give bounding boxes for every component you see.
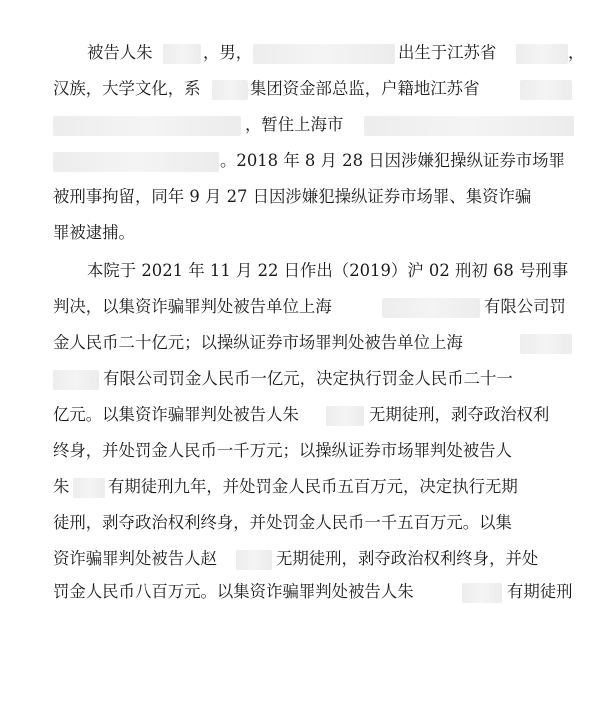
text-segment: 无期徒刑，剥夺政治权利 [369,405,550,424]
paragraph-2-line-8 [0,510,600,536]
paragraph-2-line-6 [0,438,600,464]
redaction-block [53,152,219,172]
redaction-block [73,478,105,498]
text-segment: 判决，以集资诈骗罪判处被告单位上海 [53,297,332,316]
paragraph-2-line-4 [0,366,600,392]
text-segment: 集团资金部总监，户籍地江苏省 [250,79,480,98]
paragraph-1-line-3 [0,112,600,138]
redaction-block [53,370,99,390]
text-segment: 金人民币二十亿元；以操纵证券市场罪判处被告单位上海 [53,333,463,352]
text-segment: 终身，并处罚金人民币一千万元；以操纵证券市场罪判处被告人 [53,441,512,460]
redaction-block [520,80,572,100]
text-segment: 徒刑，剥夺政治权利终身，并处罚金人民币一千五百万元。以集 [53,513,512,532]
text-segment: 有期徒刑 [507,582,573,601]
text-segment: ， [568,43,585,62]
text-segment: ，男， [203,43,253,62]
text-segment: 有期徒刑九年，并处罚金人民币五百万元，决定执行无期 [108,477,518,496]
text-segment: 有限公司罚 [484,297,566,316]
text-segment: 罚金人民币八百万元。以集资诈骗罪判处被告人朱 [53,582,414,601]
text-segment: 出生于江苏省 [398,43,497,62]
text-segment: 被刑事拘留，同年 9 月 27 日因涉嫌犯操纵证券市场罪、集资诈骗 [53,187,532,206]
paragraph-2-line-7 [0,474,600,500]
text-segment: 资诈骗罪判处被告人赵 [53,549,217,568]
redaction-block [364,116,574,136]
redaction-block [236,550,272,570]
paragraph-2-line-9 [0,546,600,572]
text-segment: ，暂住上海市 [245,115,344,134]
paragraph-2-line-10 [0,579,600,605]
redaction-block [163,44,201,64]
redaction-block [462,583,502,603]
paragraph-2-line-1 [0,258,600,284]
text-segment: 无期徒刑，剥夺政治权利终身，并处 [276,549,539,568]
paragraph-1-line-5 [0,184,600,210]
paragraph-2-line-3 [0,330,600,356]
redaction-block [212,80,248,100]
paragraph-2-line-2 [0,294,600,320]
redaction-block [53,116,241,136]
redaction-block [520,334,572,354]
text-segment: 亿元。以集资诈骗罪判处被告人朱 [53,405,299,424]
text-segment: 罪被逮捕。 [53,223,135,242]
redaction-block [253,44,395,64]
redaction-block [382,298,480,318]
text-segment: 朱 [53,477,70,496]
text-segment: 本院于 2021 年 11 月 22 日作出（2019）沪 02 刑初 68 号刑事 [87,261,569,280]
paragraph-1-line-1 [0,40,600,66]
text-segment: 。2018 年 8 月 28 日因涉嫌犯操纵证券市场罪 [220,151,565,170]
paragraph-2-line-5 [0,402,600,428]
redaction-block [516,44,568,64]
redaction-block [326,406,364,426]
paragraph-1-line-4 [0,148,600,174]
text-segment: 有限公司罚金人民币一亿元，决定执行罚金人民币二十一 [103,369,513,388]
text-segment: 汉族，大学文化，系 [53,79,201,98]
paragraph-1-line-2 [0,76,600,102]
paragraph-1-line-6 [0,220,600,246]
text-segment: 被告人朱 [87,43,153,62]
